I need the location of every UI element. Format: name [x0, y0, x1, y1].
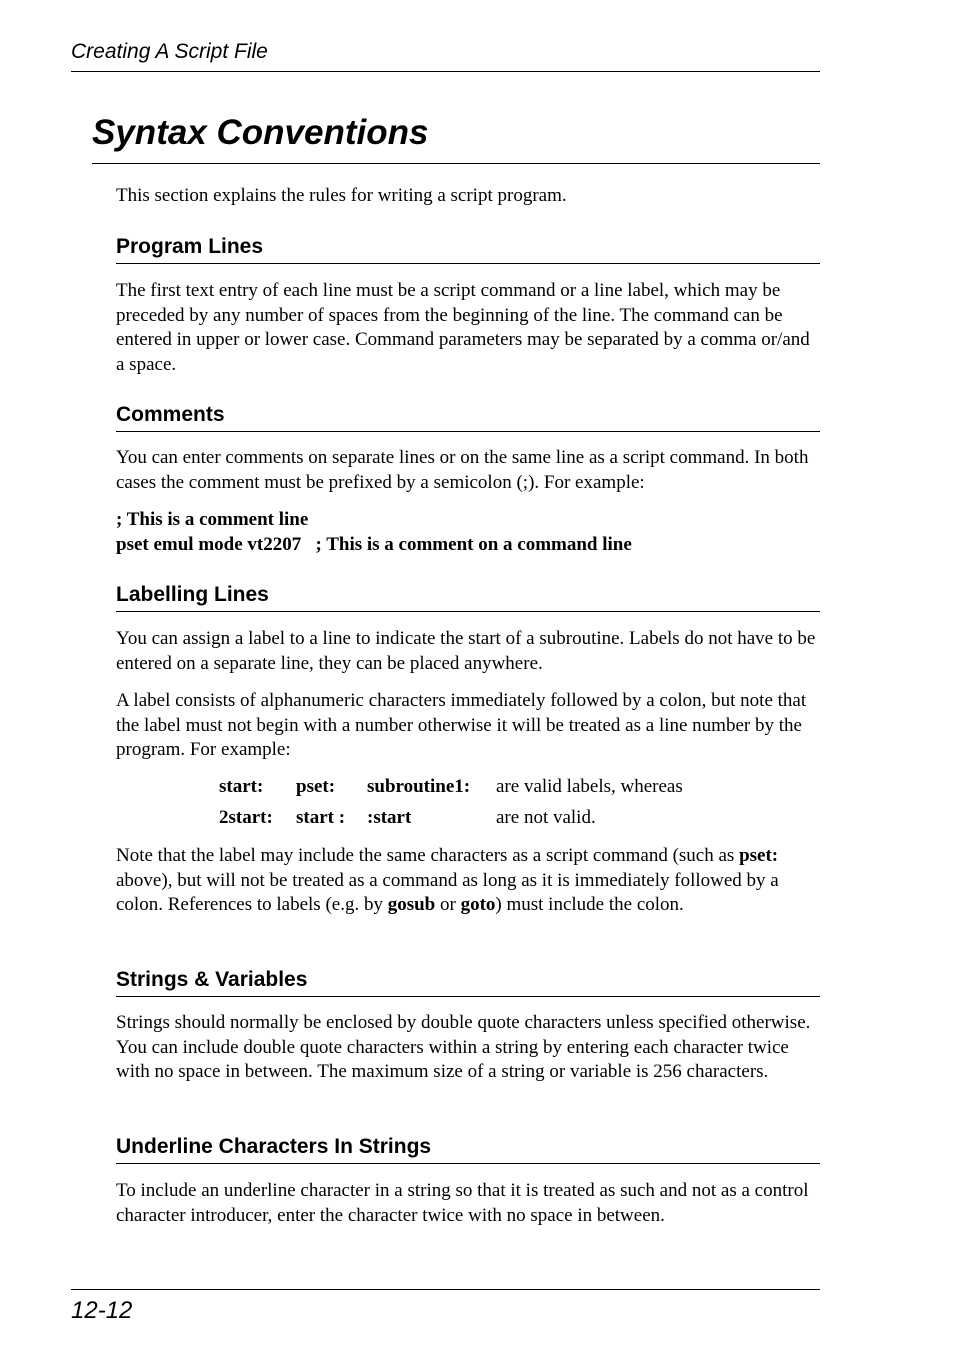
underline-paragraph: To include an underline character in a string so that it is treated as such and not as a control character introducer, enter the character twice with no space in between.: [116, 1180, 809, 1226]
section-heading-comments: Comments: [116, 402, 820, 432]
intro-paragraph: This section explains the rules for writing a script program.: [116, 185, 567, 206]
header-rule: [71, 71, 820, 72]
label-example: subroutine1:: [367, 775, 471, 797]
running-header: Creating A Script File: [71, 40, 268, 63]
labelling-paragraph-1: You can assign a label to a line to indicate the start of a subroutine. Labels do not have to be entered on a separate line, they can be placed anywhere.: [116, 628, 816, 674]
title-rule: [92, 163, 820, 164]
table-row: [219, 771, 683, 802]
footer-rule: [71, 1289, 820, 1290]
page-number: 12-12: [71, 1297, 133, 1324]
section-heading-program-lines: Program Lines: [116, 234, 820, 264]
label-example: 2start:: [219, 806, 273, 828]
label-example: start:: [219, 775, 264, 797]
strings-paragraph: Strings should normally be enclosed by double quote characters unless specified otherwise. You can include double quote characters within a string by entering each character twice with no space in between. The maximum size of a string or variable is 256 characters.: [116, 1012, 811, 1082]
label-example: :start: [367, 806, 412, 828]
comment-example-line-1: ; This is a comment line: [116, 509, 309, 530]
page-title: Syntax Conventions: [92, 113, 429, 152]
table-row: [219, 802, 683, 833]
label-example-note: are valid labels, whereas: [496, 775, 683, 797]
section-heading-strings-variables: Strings & Variables: [116, 967, 820, 997]
label-examples-table: [219, 771, 683, 833]
section-heading-labelling-lines: Labelling Lines: [116, 582, 820, 612]
label-example-note: are not valid.: [496, 806, 596, 828]
label-example: pset:: [296, 775, 336, 797]
comments-paragraph: You can enter comments on separate lines or on the same line as a script command. In both cases the comment must be prefixed by a semicolon (;). For example:: [116, 447, 809, 493]
section-heading-underline-characters: Underline Characters In Strings: [116, 1134, 820, 1164]
labelling-paragraph-2: A label consists of alphanumeric characters immediately followed by a colon, but note that the label must not begin with a number otherwise it will be treated as a line number by the program. For example:: [116, 690, 807, 760]
program-lines-paragraph: The first text entry of each line must be a script command or a line label, which may be preceded by any number of spaces from the beginning of the line. The command can be entered in upper or lower case. Command parameters may be separated by a comma or/and a space.: [116, 280, 810, 375]
label-example: start :: [296, 806, 346, 828]
comment-example-line-2: pset emul mode vt2207 ; This is a comment on a command line: [116, 534, 632, 555]
labelling-note-paragraph: Note that the label may include the same characters as a script command (such as pset: above), but will not be treated as a command as long as it is immediately followed by a colon. References to labels (e.g. by gosub or goto) must include the colon.: [116, 845, 779, 915]
